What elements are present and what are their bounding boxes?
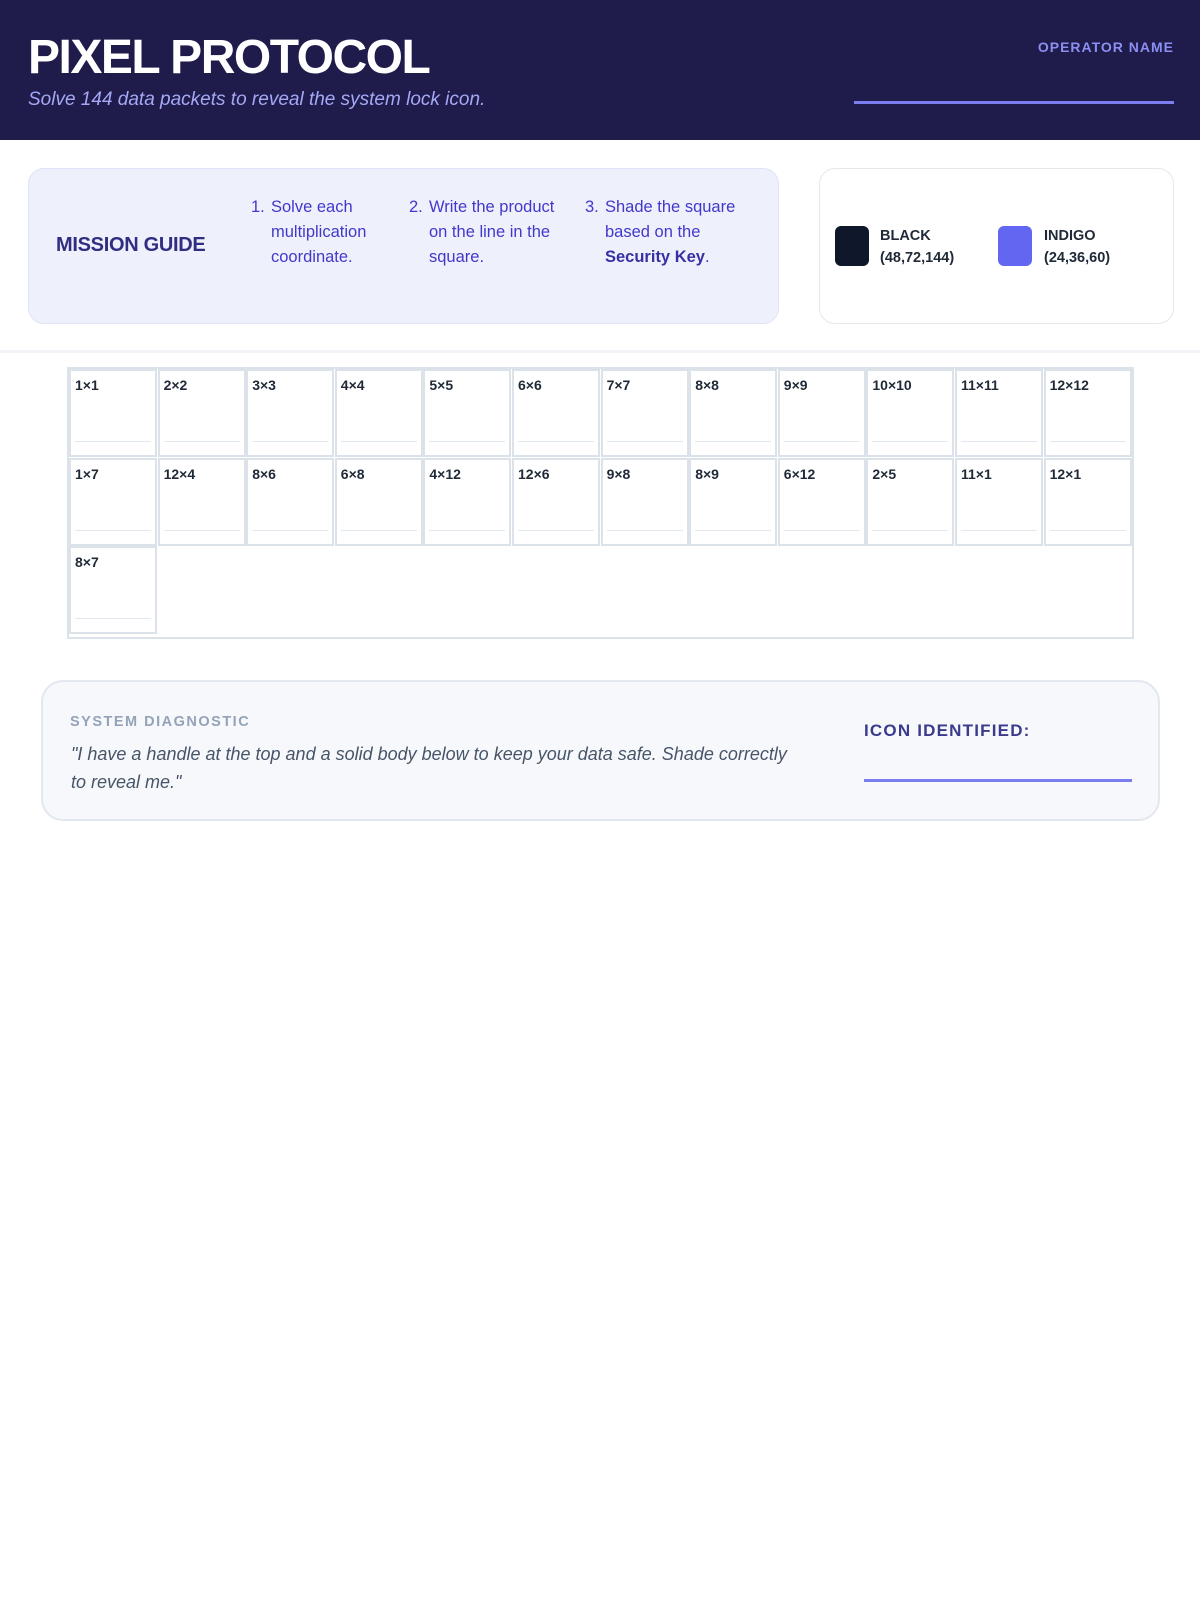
grid-cell[interactable] bbox=[158, 369, 246, 457]
cell-problem: 1×7 bbox=[75, 465, 99, 482]
answer-line[interactable] bbox=[607, 441, 683, 442]
page-subtitle: Solve 144 data packets to reveal the system lock icon. bbox=[28, 89, 486, 110]
answer-line[interactable] bbox=[872, 441, 948, 442]
grid-cell[interactable] bbox=[689, 458, 777, 546]
answer-line[interactable] bbox=[1050, 530, 1126, 531]
grid-cell[interactable] bbox=[69, 546, 157, 634]
guide-step-3 bbox=[585, 195, 765, 270]
answer-line[interactable] bbox=[961, 441, 1037, 442]
cell-problem: 12×6 bbox=[518, 465, 550, 482]
cell-problem: 6×6 bbox=[518, 377, 542, 393]
answer-line[interactable] bbox=[164, 530, 240, 531]
grid-cell[interactable] bbox=[512, 369, 600, 457]
cell-problem: 11×1 bbox=[961, 465, 992, 482]
indigo-swatch bbox=[998, 226, 1032, 266]
black-key-entry bbox=[880, 225, 954, 269]
answer-line[interactable] bbox=[518, 441, 594, 442]
cell-problem: 4×4 bbox=[340, 377, 365, 393]
step-number: 3. bbox=[585, 198, 599, 216]
cell-problem: 8×9 bbox=[695, 465, 719, 482]
answer-line[interactable] bbox=[784, 441, 860, 442]
puzzle-grid bbox=[67, 367, 1134, 639]
step-text: Shade the square based on the Security Key. bbox=[605, 198, 736, 266]
grid-cell[interactable] bbox=[423, 369, 511, 457]
cell-problem: 12×1 bbox=[1049, 465, 1082, 482]
system-diagnostic-panel bbox=[41, 680, 1160, 821]
answer-line[interactable] bbox=[872, 530, 948, 531]
page-title: PIXEL PROTOCOL bbox=[28, 31, 430, 84]
icon-identified-field[interactable] bbox=[864, 779, 1132, 782]
cell-problem: 10×10 bbox=[872, 377, 912, 393]
cell-problem: 6×8 bbox=[340, 465, 365, 482]
cell-problem: 2×5 bbox=[872, 465, 897, 482]
grid-cell[interactable] bbox=[601, 458, 689, 546]
step-number: 1. bbox=[251, 198, 265, 216]
cell-problem: 5×5 bbox=[429, 377, 454, 393]
answer-line[interactable] bbox=[607, 530, 683, 531]
security-key-panel bbox=[819, 168, 1174, 324]
grid-cell[interactable] bbox=[512, 458, 600, 546]
grid-cell[interactable] bbox=[1044, 458, 1132, 546]
guide-step-1 bbox=[251, 195, 391, 270]
cell-problem: 2×2 bbox=[163, 377, 188, 393]
cell-problem: 12×4 bbox=[163, 465, 196, 482]
answer-line[interactable] bbox=[518, 530, 594, 531]
cell-problem: 8×7 bbox=[75, 554, 99, 571]
diagnostic-riddle: "I have a handle at the top and a solid body below to keep your data safe. Shade correctly to reveal me." bbox=[71, 744, 787, 792]
step-text: Write the product on the line in the square. bbox=[429, 198, 555, 266]
key-color-name: INDIGO bbox=[1044, 228, 1096, 244]
answer-line[interactable] bbox=[341, 530, 417, 531]
step-number: 2. bbox=[409, 198, 423, 216]
icon-identified-label: ICON IDENTIFIED: bbox=[864, 721, 1031, 740]
cell-problem: 7×7 bbox=[606, 377, 631, 393]
cell-problem: 8×6 bbox=[252, 465, 276, 482]
answer-line[interactable] bbox=[252, 530, 328, 531]
grid-cell[interactable] bbox=[246, 369, 334, 457]
grid-cell[interactable] bbox=[335, 458, 423, 546]
grid-cell[interactable] bbox=[778, 458, 866, 546]
answer-line[interactable] bbox=[341, 441, 417, 442]
grid-cell[interactable] bbox=[335, 369, 423, 457]
key-values: (48,72,144) bbox=[880, 250, 955, 266]
grid-cell[interactable] bbox=[866, 369, 954, 457]
answer-line[interactable] bbox=[429, 530, 505, 531]
answer-line[interactable] bbox=[75, 618, 151, 619]
cell-problem: 9×8 bbox=[606, 465, 631, 482]
grid-cell[interactable] bbox=[778, 369, 866, 457]
mission-guide-title: MISSION GUIDE bbox=[56, 234, 206, 256]
mission-guide-panel bbox=[28, 168, 779, 324]
key-values: (24,36,60) bbox=[1044, 250, 1111, 266]
answer-line[interactable] bbox=[695, 441, 771, 442]
operator-name-field[interactable] bbox=[854, 101, 1174, 104]
grid-cell[interactable] bbox=[689, 369, 777, 457]
cell-problem: 11×11 bbox=[961, 377, 999, 393]
answer-line[interactable] bbox=[429, 441, 505, 442]
grid-cell[interactable] bbox=[423, 458, 511, 546]
grid-cell[interactable] bbox=[69, 369, 157, 457]
section-divider bbox=[0, 350, 1200, 353]
operator-name-label: OPERATOR NAME bbox=[1037, 39, 1174, 55]
cell-problem: 4×12 bbox=[429, 465, 461, 482]
cell-problem: 9×9 bbox=[783, 377, 808, 393]
cell-problem: 8×8 bbox=[695, 377, 719, 393]
cell-problem: 12×12 bbox=[1049, 377, 1089, 393]
answer-line[interactable] bbox=[75, 530, 151, 531]
grid-cell[interactable] bbox=[955, 369, 1043, 457]
grid-cell[interactable] bbox=[601, 369, 689, 457]
answer-line[interactable] bbox=[695, 530, 771, 531]
indigo-key-entry bbox=[1044, 225, 1110, 269]
key-color-name: BLACK bbox=[880, 228, 931, 244]
page-header bbox=[0, 0, 1200, 140]
guide-step-2 bbox=[409, 195, 571, 270]
grid-cell[interactable] bbox=[866, 458, 954, 546]
answer-line[interactable] bbox=[164, 441, 240, 442]
cell-problem: 3×3 bbox=[252, 377, 276, 393]
grid-cell[interactable] bbox=[1044, 369, 1132, 457]
grid-cell[interactable] bbox=[158, 458, 246, 546]
grid-cell[interactable] bbox=[955, 458, 1043, 546]
answer-line[interactable] bbox=[961, 530, 1037, 531]
answer-line[interactable] bbox=[75, 441, 151, 442]
answer-line[interactable] bbox=[1050, 441, 1126, 442]
cell-problem: 6×12 bbox=[783, 465, 816, 482]
answer-line[interactable] bbox=[252, 441, 328, 442]
step-text: Solve each multiplication coordinate. bbox=[271, 198, 367, 266]
answer-line[interactable] bbox=[784, 530, 860, 531]
black-swatch bbox=[835, 226, 869, 266]
cell-problem: 1×1 bbox=[75, 377, 99, 393]
grid-cell[interactable] bbox=[246, 458, 334, 546]
diagnostic-label: SYSTEM DIAGNOSTIC bbox=[70, 714, 251, 730]
grid-cell[interactable] bbox=[69, 458, 157, 546]
security-key-emphasis: Security Key bbox=[605, 248, 705, 266]
